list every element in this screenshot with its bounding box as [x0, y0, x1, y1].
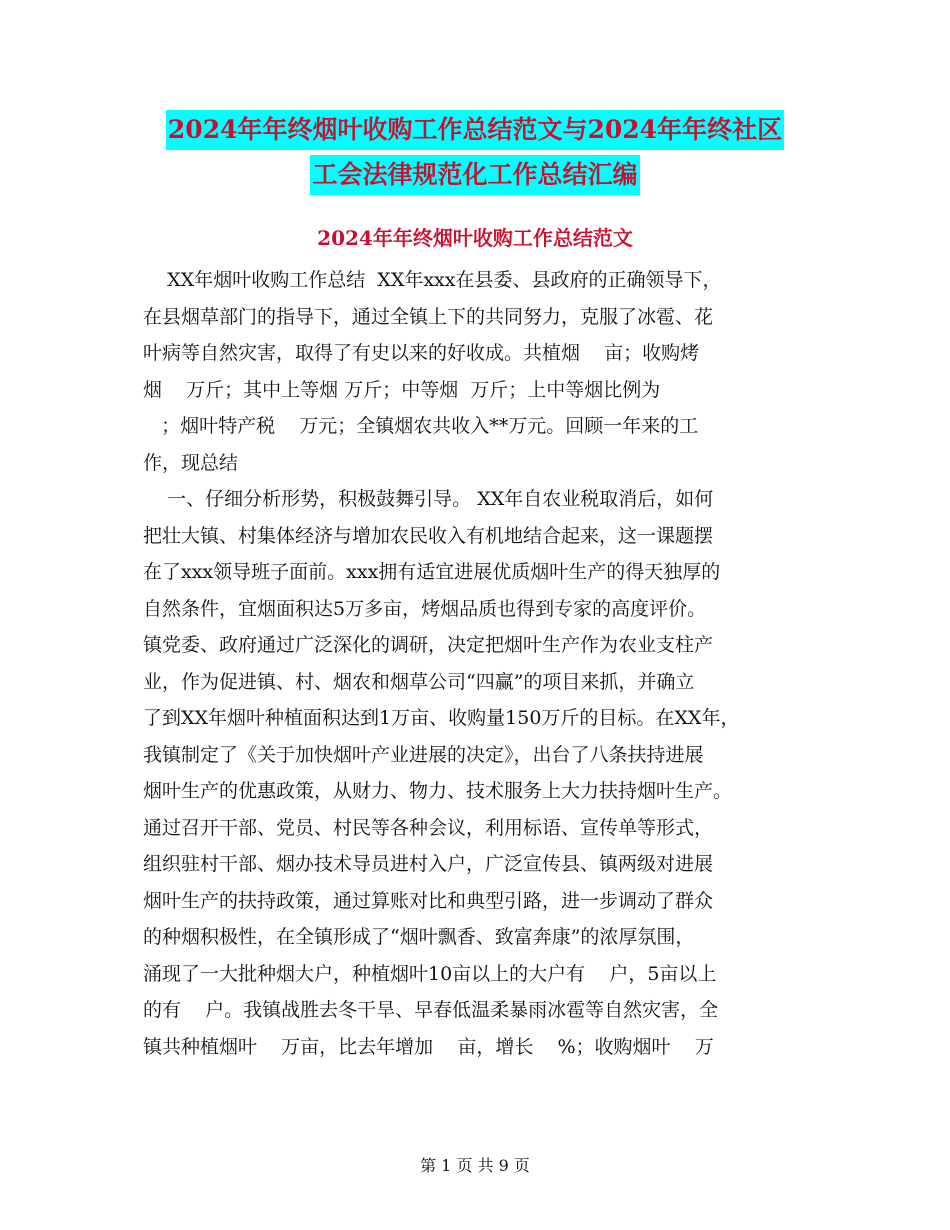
body-line: 镇共种植烟叶 万亩，比去年增加 亩，增长 %；收购烟叶 万 — [143, 1035, 714, 1058]
body-line: 在县烟草部门的指导下，通过全镇上下的共同努力，克服了冰雹、花 — [143, 305, 714, 328]
body-text — [143, 262, 823, 1065]
body-line: XX年烟叶收购工作总结 XX年xxx在县委、县政府的正确领导下， — [143, 269, 722, 291]
body-line: 的有 户。我镇战胜去冬干旱、早春低温柔暴雨冰雹等自然灾害，全 — [143, 999, 719, 1021]
section-subtitle: 2024年年终烟叶收购工作总结范文 — [317, 226, 633, 250]
body-line: 的种烟积极性，在全镇形成了“烟叶飘香、致富奔康”的浓厚氛围， — [143, 926, 695, 948]
body-line: 自然条件，宜烟面积达5万多亩，烤烟品质也得到专家的高度评价。 — [143, 597, 707, 620]
title-highlight-1: 2024年年终烟叶收购工作总结范文与2024年年终社区 — [166, 110, 784, 150]
page-footer: 第 1 页 共 9 页 — [420, 1156, 530, 1175]
document-title-line-2 — [0, 155, 950, 195]
body-line: 镇党委、政府通过广泛深化的调研，决定把烟叶生产作为农业支柱产 — [143, 634, 714, 656]
body-line: 烟 万斤；其中上等烟 万斤；中等烟 万斤；上中等烟比例为 — [143, 378, 661, 401]
body-line: 通过召开干部、党员、村民等各种会议，利用标语、宣传单等形式， — [143, 816, 714, 839]
body-line: 烟叶生产的扶持政策，通过算账对比和典型引路，进一步调动了群众 — [143, 889, 714, 912]
title-highlight-2: 工会法律规范化工作总结汇编 — [310, 155, 639, 195]
body-line: 涌现了一大批种烟大户，种植烟叶10亩以上的大户有 户，5亩以上 — [143, 962, 717, 985]
body-line: 作，现总结 — [143, 451, 239, 474]
body-line: 一、仔细分析形势，积极鼓舞引导。 XX年自农业税取消后，如何 — [143, 488, 714, 510]
body-line: 叶病等自然灾害，取得了有史以来的好收成。共植烟 亩；收购烤 — [143, 342, 700, 364]
body-line: 烟叶生产的优惠政策，从财力、物力、技术服务上大力扶持烟叶生产。 — [143, 780, 733, 802]
body-line: ；烟叶特产税 万元；全镇烟农共收入**万元。回顾一年来的工 — [143, 415, 699, 437]
body-line: 业，作为促进镇、村、烟农和烟草公司“四赢”的项目来抓，并确立 — [143, 670, 695, 693]
body-line: 我镇制定了《关于加快烟叶产业进展的决定》，出台了八条扶持进展 — [143, 743, 704, 766]
document-title-line-1 — [0, 110, 950, 150]
body-line: 组织驻村干部、烟办技术导员进村入户，广泛宣传县、镇两级对进展 — [143, 853, 714, 875]
body-line: 在了xxx领导班子面前。xxx拥有适宜进展优质烟叶生产的得天独厚的 — [143, 561, 721, 583]
body-line: 了到XX年烟叶种植面积达到1万亩、收购量150万斤的目标。在XX年， — [143, 707, 740, 729]
body-line: 把壮大镇、村集体经济与增加农民收入有机地结合起来，这一课题摆 — [143, 524, 714, 547]
